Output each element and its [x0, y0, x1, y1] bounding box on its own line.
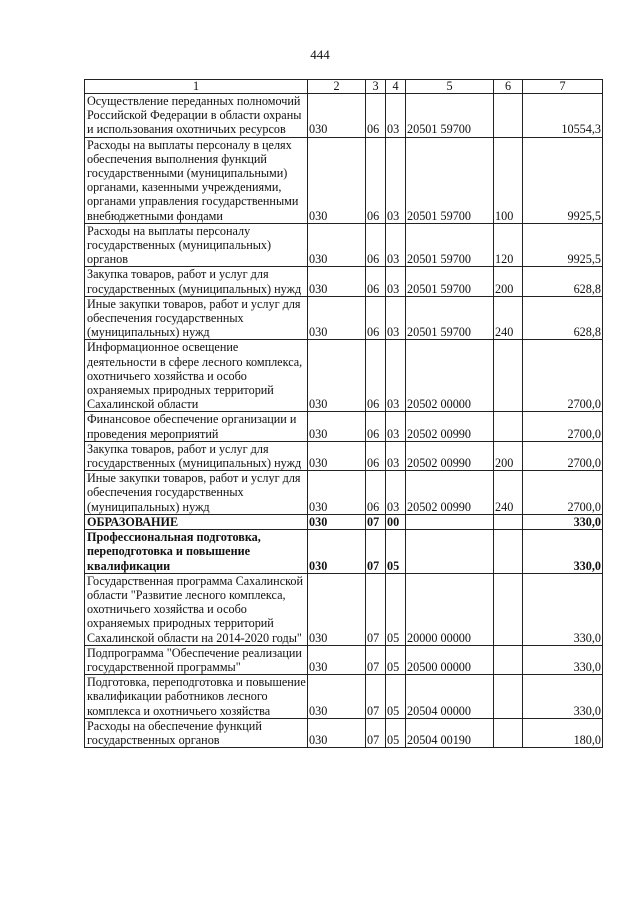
section-cell: 06: [366, 296, 386, 340]
subsection-cell: 03: [386, 223, 406, 267]
target-article-cell: 20000 00000: [406, 573, 494, 645]
row-name-cell: Профессиональная подготовка, переподготовка и повышение квалификации: [85, 530, 308, 574]
target-article-cell: 20501 59700: [406, 94, 494, 138]
subsection-cell: 03: [386, 94, 406, 138]
section-cell: 07: [366, 573, 386, 645]
table-body: [85, 94, 603, 748]
row-name-cell: Подпрограмма "Обеспечение реализации государственной программы": [85, 645, 308, 674]
admin-code-cell: 030: [308, 94, 366, 138]
subsection-cell: 03: [386, 267, 406, 296]
amount-cell: 9925,5: [523, 223, 603, 267]
target-article-cell: 20501 59700: [406, 267, 494, 296]
admin-code-cell: 030: [308, 137, 366, 223]
amount-cell: 330,0: [523, 645, 603, 674]
admin-code-cell: 030: [308, 412, 366, 441]
target-article-cell: 20500 00000: [406, 645, 494, 674]
amount-cell: 2700,0: [523, 441, 603, 470]
table-row: [85, 340, 603, 412]
subsection-cell: 03: [386, 137, 406, 223]
expense-type-cell: 200: [494, 441, 523, 470]
admin-code-cell: 030: [308, 223, 366, 267]
admin-code-cell: 030: [308, 530, 366, 574]
expense-type-cell: 200: [494, 267, 523, 296]
expense-type-cell: 240: [494, 471, 523, 515]
column-header-row: [85, 80, 603, 94]
row-name-cell: Информационное освещение деятельности в сфере лесного комплекса, охотничьего хозяйства и особо охраняемых природных территорий Сахалинской области: [85, 340, 308, 412]
budget-table: [84, 79, 603, 748]
section-cell: 07: [366, 530, 386, 574]
section-cell: 06: [366, 340, 386, 412]
expense-type-cell: [494, 718, 523, 747]
subsection-cell: 05: [386, 675, 406, 719]
admin-code-cell: 030: [308, 267, 366, 296]
amount-cell: 2700,0: [523, 471, 603, 515]
expense-type-cell: [494, 94, 523, 138]
page-number: 444: [310, 47, 330, 62]
subsection-cell: 05: [386, 718, 406, 747]
column-header: 3: [366, 80, 386, 94]
row-name-cell: Подготовка, переподготовка и повышение квалификации работников лесного комплекса и охотничьего хозяйства: [85, 675, 308, 719]
row-name-cell: Закупка товаров, работ и услуг для государственных (муниципальных) нужд: [85, 441, 308, 470]
section-cell: 06: [366, 94, 386, 138]
expense-type-cell: [494, 340, 523, 412]
section-cell: 06: [366, 471, 386, 515]
column-header: 1: [85, 80, 308, 94]
admin-code-cell: 030: [308, 718, 366, 747]
amount-cell: 9925,5: [523, 137, 603, 223]
target-article-cell: 20504 00000: [406, 675, 494, 719]
admin-code-cell: 030: [308, 340, 366, 412]
table-row: [85, 530, 603, 574]
column-header: 7: [523, 80, 603, 94]
expense-type-cell: [494, 645, 523, 674]
table-row: [85, 296, 603, 340]
expense-type-cell: [494, 514, 523, 529]
subsection-cell: 05: [386, 573, 406, 645]
table-row: [85, 267, 603, 296]
subsection-cell: 03: [386, 441, 406, 470]
target-article-cell: 20502 00000: [406, 340, 494, 412]
admin-code-cell: 030: [308, 573, 366, 645]
table-row: [85, 514, 603, 529]
row-name-cell: Иные закупки товаров, работ и услуг для обеспечения государственных (муниципальных) нужд: [85, 471, 308, 515]
column-header: 6: [494, 80, 523, 94]
section-cell: 06: [366, 441, 386, 470]
table-row: [85, 471, 603, 515]
row-name-cell: Расходы на выплаты персоналу в целях обеспечения выполнения функций государственными (муниципальными) органами, казенными учреждениями, органами управления государственными внебюджетными фондами: [85, 137, 308, 223]
section-cell: 06: [366, 412, 386, 441]
target-article-cell: 20502 00990: [406, 441, 494, 470]
expense-type-cell: 120: [494, 223, 523, 267]
amount-cell: 10554,3: [523, 94, 603, 138]
table-row: [85, 645, 603, 674]
subsection-cell: 03: [386, 412, 406, 441]
expense-type-cell: 240: [494, 296, 523, 340]
column-header: 2: [308, 80, 366, 94]
section-cell: 07: [366, 645, 386, 674]
column-header: 4: [386, 80, 406, 94]
admin-code-cell: 030: [308, 471, 366, 515]
row-name-cell: Закупка товаров, работ и услуг для государственных (муниципальных) нужд: [85, 267, 308, 296]
expense-type-cell: [494, 412, 523, 441]
target-article-cell: 20501 59700: [406, 296, 494, 340]
amount-cell: 330,0: [523, 675, 603, 719]
expense-type-cell: [494, 530, 523, 574]
section-cell: 06: [366, 223, 386, 267]
amount-cell: 628,8: [523, 296, 603, 340]
row-name-cell: Иные закупки товаров, работ и услуг для обеспечения государственных (муниципальных) нужд: [85, 296, 308, 340]
section-cell: 06: [366, 267, 386, 296]
table-row: [85, 675, 603, 719]
subsection-cell: 00: [386, 514, 406, 529]
amount-cell: 330,0: [523, 530, 603, 574]
row-name-cell: Расходы на выплаты персоналу государственных (муниципальных) органов: [85, 223, 308, 267]
column-header: 5: [406, 80, 494, 94]
target-article-cell: 20502 00990: [406, 412, 494, 441]
row-name-cell: Финансовое обеспечение организации и проведения мероприятий: [85, 412, 308, 441]
amount-cell: 2700,0: [523, 340, 603, 412]
subsection-cell: 03: [386, 296, 406, 340]
target-article-cell: [406, 514, 494, 529]
section-cell: 07: [366, 514, 386, 529]
table-row: [85, 412, 603, 441]
admin-code-cell: 030: [308, 296, 366, 340]
target-article-cell: [406, 530, 494, 574]
amount-cell: 180,0: [523, 718, 603, 747]
table-row: [85, 94, 603, 138]
table-row: [85, 573, 603, 645]
row-name-cell: Государственная программа Сахалинской области "Развитие лесного комплекса, охотничьего хозяйства и особо охраняемых природных территорий Сахалинской области на 2014-2020 годы": [85, 573, 308, 645]
expense-type-cell: [494, 573, 523, 645]
table-row: [85, 223, 603, 267]
admin-code-cell: 030: [308, 441, 366, 470]
expense-type-cell: 100: [494, 137, 523, 223]
admin-code-cell: 030: [308, 645, 366, 674]
amount-cell: 628,8: [523, 267, 603, 296]
table-row: [85, 137, 603, 223]
subsection-cell: 03: [386, 471, 406, 515]
target-article-cell: 20504 00190: [406, 718, 494, 747]
subsection-cell: 05: [386, 645, 406, 674]
section-cell: 06: [366, 137, 386, 223]
row-name-cell: Расходы на обеспечение функций государственных органов: [85, 718, 308, 747]
amount-cell: 330,0: [523, 573, 603, 645]
row-name-cell: ОБРАЗОВАНИЕ: [85, 514, 308, 529]
expense-type-cell: [494, 675, 523, 719]
subsection-cell: 05: [386, 530, 406, 574]
table-row: [85, 718, 603, 747]
amount-cell: 330,0: [523, 514, 603, 529]
table-row: [85, 441, 603, 470]
target-article-cell: 20502 00990: [406, 471, 494, 515]
admin-code-cell: 030: [308, 514, 366, 529]
section-cell: 07: [366, 718, 386, 747]
amount-cell: 2700,0: [523, 412, 603, 441]
row-name-cell: Осуществление переданных полномочий Российской Федерации в области охраны и использования охотничьих ресурсов: [85, 94, 308, 138]
subsection-cell: 03: [386, 340, 406, 412]
admin-code-cell: 030: [308, 675, 366, 719]
target-article-cell: 20501 59700: [406, 223, 494, 267]
section-cell: 07: [366, 675, 386, 719]
target-article-cell: 20501 59700: [406, 137, 494, 223]
